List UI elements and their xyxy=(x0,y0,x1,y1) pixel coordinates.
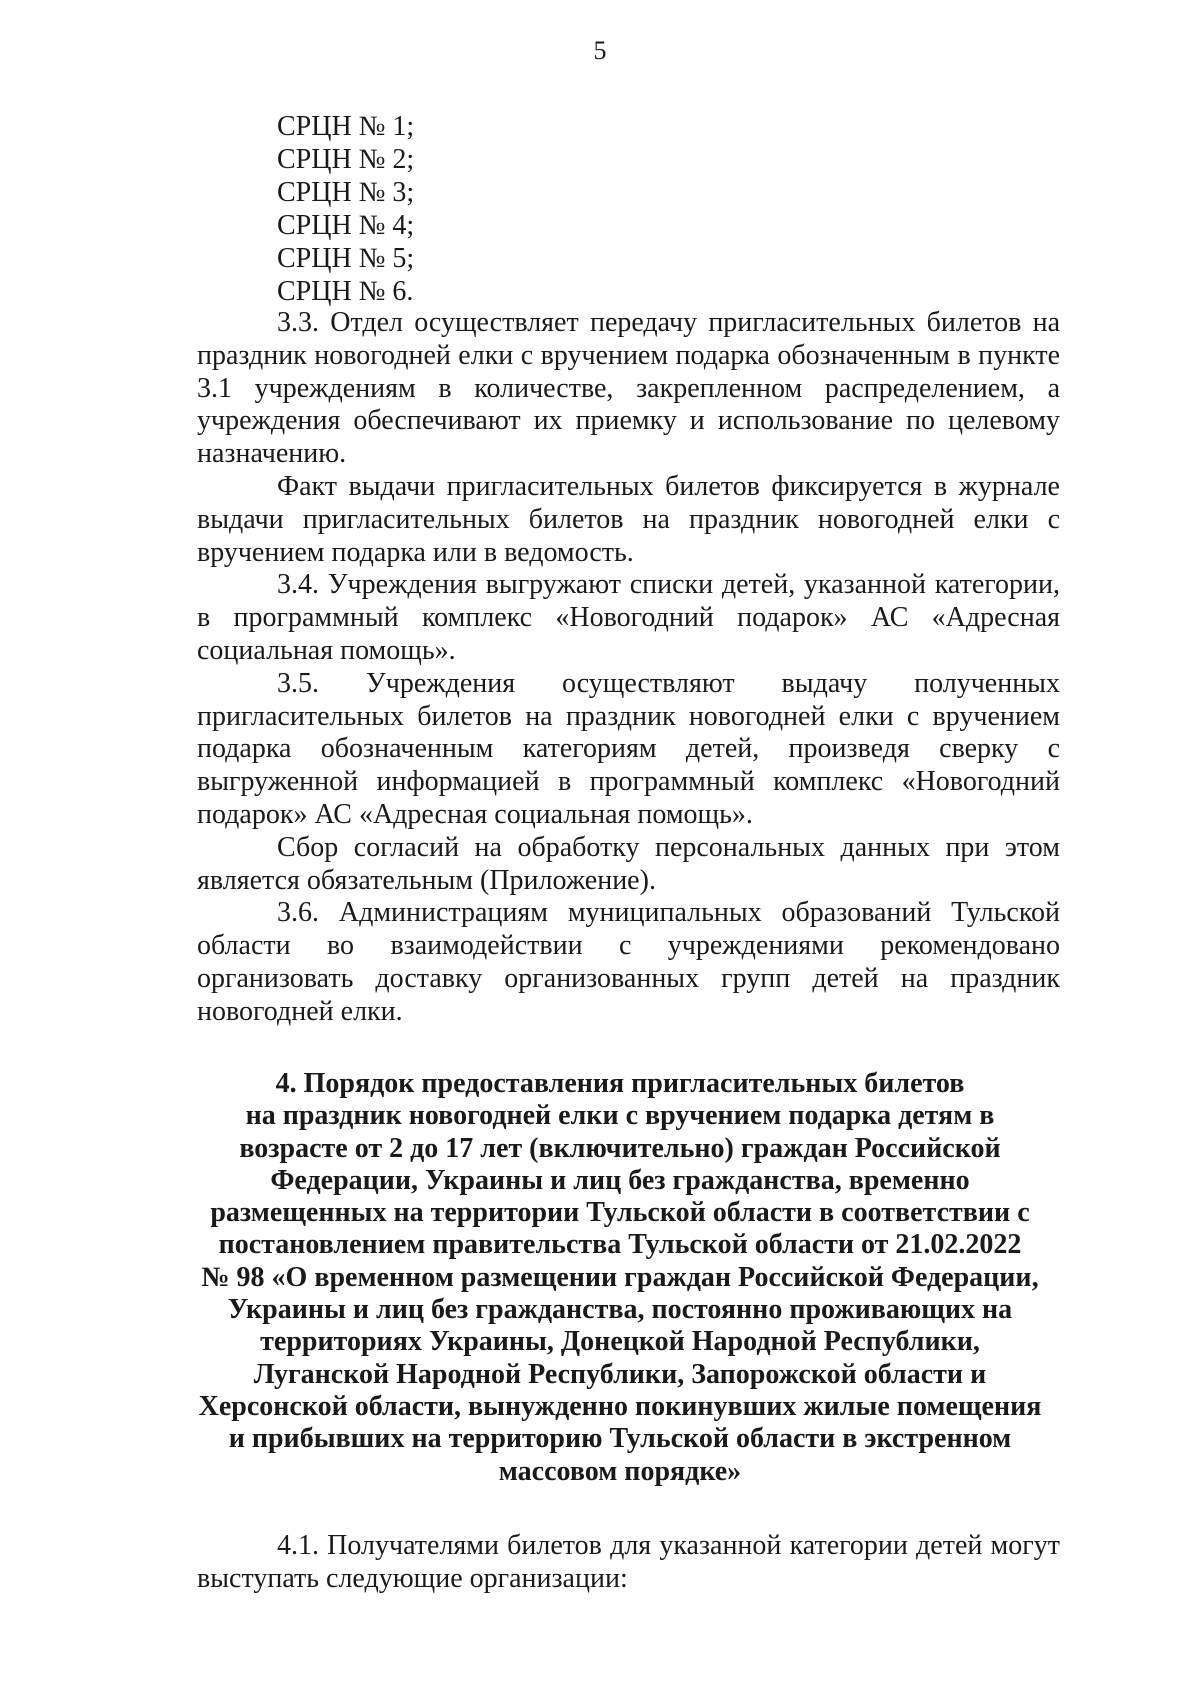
heading-line: постановлением правительства Тульской области от 21.02.2022 xyxy=(218,1229,1022,1261)
section-3-body xyxy=(197,307,1060,1029)
centers-list xyxy=(277,110,677,308)
heading-line: № 98 «О временном размещении граждан Российской Федерации, xyxy=(201,1261,1039,1293)
list-item: СРЦН № 2; xyxy=(277,144,415,175)
list-item: СРЦН № 1; xyxy=(277,111,415,142)
heading-line: Луганской Народной Республики, Запорожской области и xyxy=(253,1358,987,1390)
heading-line: Федерации, Украины и лиц без гражданства, временно xyxy=(270,1164,970,1196)
paragraph-consent: Сбор согласий на обработку персональных данных при этом является обязательным (Приложение). xyxy=(197,831,1060,896)
list-item: СРЦН № 6. xyxy=(277,276,414,307)
heading-line: возрасте от 2 до 17 лет (включительно) граждан Российской xyxy=(239,1132,1001,1164)
paragraph-3-4: 3.4. Учреждения выгружают списки детей, указанной категории, в программный комплекс «Новогодний подарок» АС «Адресная социальная помощь». xyxy=(197,569,1060,666)
page-number: 5 xyxy=(593,36,607,65)
heading-line: и прибывших на территорию Тульской области в экстренном xyxy=(228,1423,1012,1455)
paragraph-3-5: 3.5. Учреждения осуществляют выдачу полученных пригласительных билетов на праздник новогодней елки с вручением подарка обозначенным категориям детей, произведя сверку с выгруженной информацией в программный комплекс «Новогодний подарок» АС «Адресная социальная помощь». xyxy=(197,667,1060,830)
heading-line: на праздник новогодней елки с вручением подарка детям в xyxy=(245,1100,995,1132)
list-item: СРЦН № 4; xyxy=(277,210,415,241)
heading-line: размещенных на территории Тульской области в соответствии с xyxy=(210,1197,1030,1229)
heading-line: территориях Украины, Донецкой Народной Республики, xyxy=(260,1326,980,1358)
paragraph-4-1: 4.1. Получателями билетов для указанной категории детей могут выступать следующие организации: xyxy=(197,1530,1060,1594)
heading-line: 4. Порядок предоставления пригласительных билетов xyxy=(275,1068,965,1099)
section-4-heading xyxy=(180,1068,1060,1488)
paragraph-ticket-record: Факт выдачи пригласительных билетов фиксируется в журнале выдачи пригласительных билетов на праздник новогодней елки с вручением подарка или в ведомость. xyxy=(197,470,1060,568)
list-item: СРЦН № 5; xyxy=(277,243,415,274)
heading-line: массовом порядке» xyxy=(498,1455,742,1487)
paragraph-3-3: 3.3. Отдел осуществляет передачу пригласительных билетов на праздник новогодней елки с вручением подарка обозначенным в пункте 3.1 учреждениям в количестве, закрепленном распределением, а учреждения обеспечивают их приемку и использование по целевому назначению. xyxy=(197,307,1060,470)
heading-line: Херсонской области, вынужденно покинувших жилые помещения xyxy=(198,1390,1042,1422)
paragraph-3-6: 3.6. Администрациям муниципальных образований Тульской области во взаимодействии с учреждениями рекомендовано организовать доставку организованных групп детей на праздник новогодней елки. xyxy=(197,897,1060,1027)
heading-line: Украины и лиц без гражданства, постоянно проживающих на xyxy=(227,1294,1013,1326)
list-item: СРЦН № 3; xyxy=(277,177,415,208)
section-4-body xyxy=(197,1530,1060,1596)
